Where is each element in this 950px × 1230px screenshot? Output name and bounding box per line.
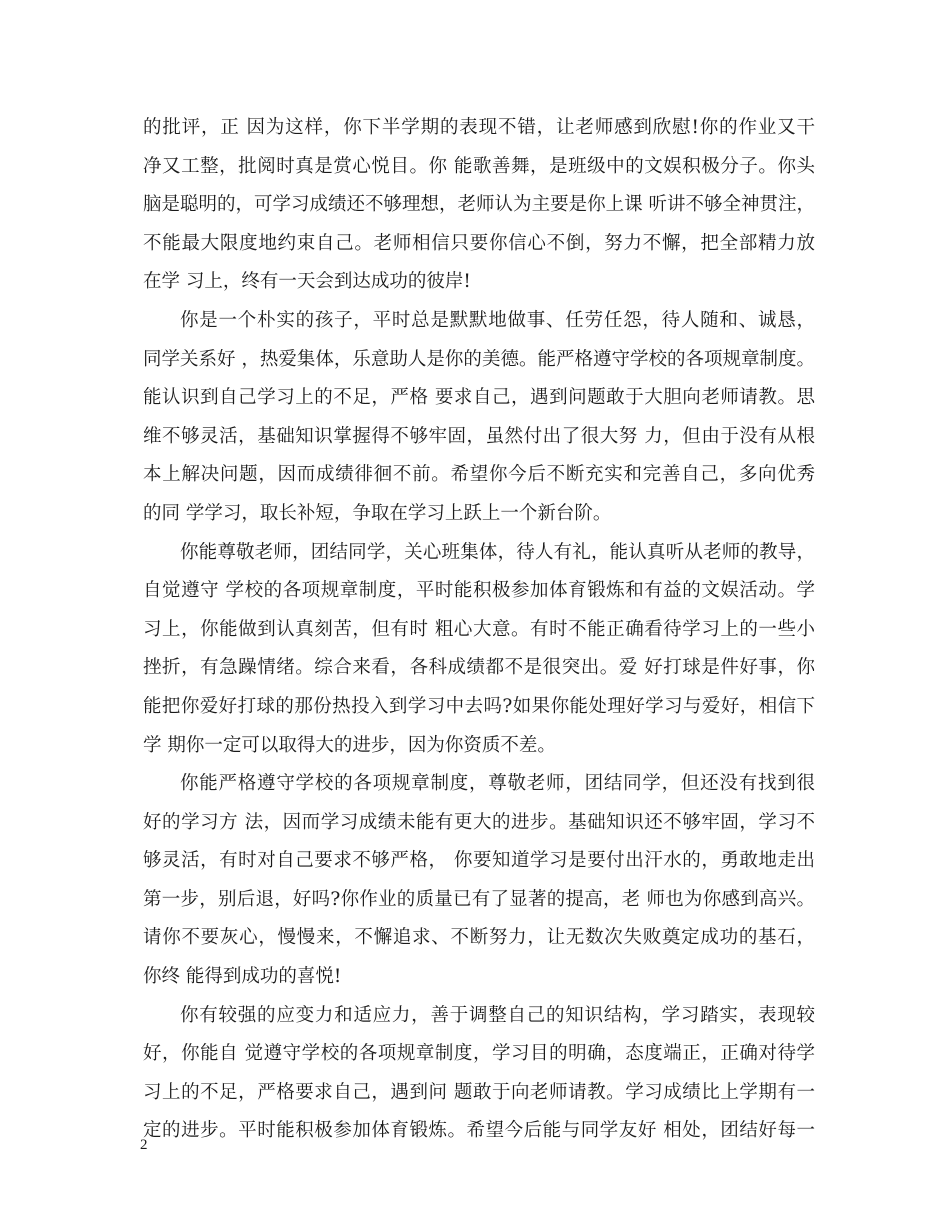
text-line: 学 期你一定可以取得大的进步，因为你资质不差。	[143, 734, 556, 756]
text-line: 习上的不足，严格要求自己，遇到问 题敢于向老师请教。学习成绩比上学期有一	[143, 1081, 815, 1103]
text-line: 你有较强的应变力和适应力，善于调整自己的知识结构，学习踏实，表现较	[180, 1004, 815, 1026]
text-line: 的批评，正 因为这样，你下半学期的表现不错，让老师感到欣慰!你的作业又干	[143, 117, 815, 138]
text-line: 你终 能得到成功的喜悦!	[143, 966, 342, 988]
text-line: 脑是聪明的，可学习成绩还不够理想，老师认为主要是你上课 听讲不够全神贯注，	[143, 194, 815, 216]
text-line: 的同 学学习，取长补短，争取在学习上跃上一个新台阶。	[143, 502, 612, 524]
text-line: 好，你能自 觉遵守学校的各项规章制度，学习目的明确，态度端正，正确对待学	[143, 1043, 815, 1065]
text-line: 本上解决问题，因而成绩徘徊不前。希望你今后不断充实和完善自己，多向优秀	[143, 464, 815, 486]
text-line: 你是一个朴实的孩子，平时总是默默地做事、任劳任怨，待人随和、诚恳，	[180, 309, 815, 331]
text-line: 挫折，有急躁情绪。综合来看，各科成绩都不是很突出。爱 好打球是件好事，你	[143, 657, 815, 679]
text-line: 同学关系好 ，热爱集体，乐意助人是你的美德。能严格遵守学校的各项规章制度。	[143, 348, 815, 370]
document-body	[143, 109, 815, 1151]
text-line: 你能尊敬老师，团结同学，关心班集体，待人有礼，能认真听从老师的教导，	[180, 541, 815, 563]
text-line: 定的进步。平时能积极参加体育锻炼。希望今后能与同学友好 相处，团结好每一	[143, 1120, 815, 1142]
text-line: 你能严格遵守学校的各项规章制度，尊敬老师，团结同学，但还没有找到很	[180, 773, 815, 795]
text-line: 好的学习方 法，因而学习成绩未能有更大的进步。基础知识还不够牢固，学习不	[143, 811, 815, 833]
page-number: 2	[140, 1137, 148, 1153]
text-line: 净又工整，批阅时真是赏心悦目。你 能歌善舞，是班级中的文娱积极分子。你头	[143, 155, 815, 177]
text-line: 请你不要灰心，慢慢来，不懈追求、不断努力，让无数次失败奠定成功的基石，	[143, 927, 815, 949]
text-line: 不能最大限度地约束自己。老师相信只要你信心不倒，努力不懈，把全部精力放	[143, 232, 815, 254]
text-line: 能认识到自己学习上的不足，严格 要求自己，遇到问题敢于大胆向老师请教。思	[143, 387, 815, 409]
text-line: 自觉遵守 学校的各项规章制度，平时能积极参加体育锻炼和有益的文娱活动。学	[143, 580, 815, 602]
text-line: 第一步，别后退，好吗?你作业的质量已有了显著的提高，老 师也为你感到高兴。	[143, 888, 815, 910]
text-line: 能把你爱好打球的那份热投入到学习中去吗?如果你能处理好学习与爱好，相信下	[143, 695, 815, 717]
text-line: 够灵活，有时对自己要求不够严格， 你要知道学习是要付出汗水的，勇敢地走出	[143, 850, 815, 872]
text-line: 在学 习上，终有一天会到达成功的彼岸!	[143, 271, 471, 293]
text-line: 习上，你能做到认真刻苦，但有时 粗心大意。有时不能正确看待学习上的一些小	[143, 618, 815, 640]
text-line: 维不够灵活，基础知识掌握得不够牢固，虽然付出了很大努 力，但由于没有从根	[143, 425, 815, 447]
